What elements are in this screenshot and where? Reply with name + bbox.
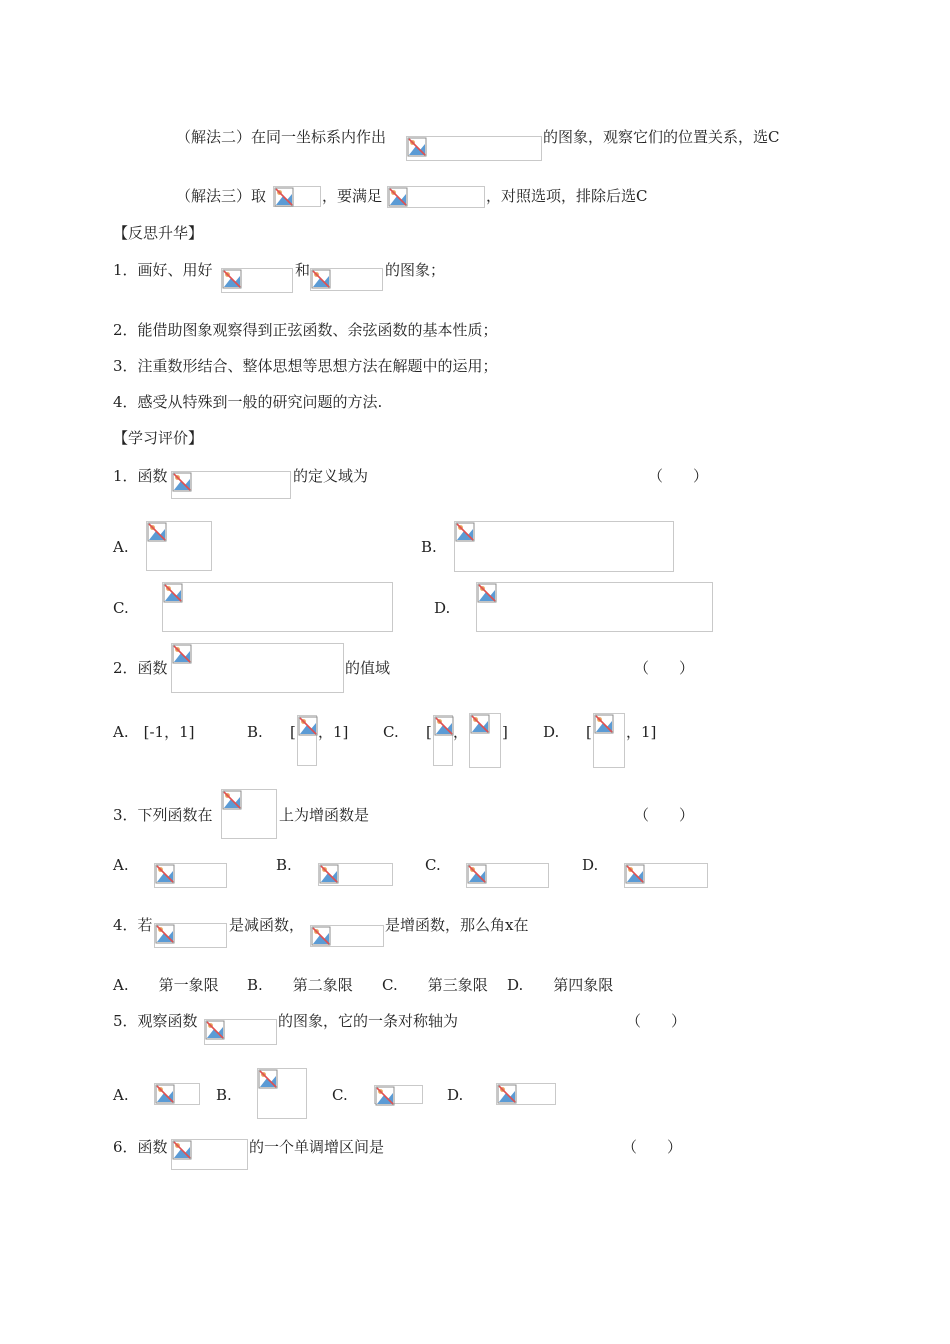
- formula-image: [387, 186, 485, 208]
- q2-option-b-rest: ，1]: [318, 723, 349, 741]
- broken-image-icon: [407, 137, 427, 157]
- formula-image: [496, 1083, 556, 1105]
- q1-option-c-label: C.: [113, 599, 129, 617]
- method3-text-pre: （解法三）取: [176, 187, 267, 205]
- broken-image-icon: [222, 269, 242, 289]
- q4-option-c: C. 第三象限: [382, 976, 488, 994]
- broken-image-icon: [172, 1140, 192, 1160]
- q5-option-a-label: A.: [113, 1086, 129, 1104]
- q2-option-b-bracket: [: [290, 723, 296, 741]
- formula-image: [310, 268, 383, 291]
- q2-option-d-rest: ，1]: [626, 723, 657, 741]
- formula-image: [374, 1085, 423, 1104]
- formula-image: [221, 268, 293, 293]
- broken-image-icon: [625, 864, 645, 884]
- q5-answer-paren: （ ）: [626, 1012, 687, 1030]
- q2-option-d-open: [: [586, 723, 592, 741]
- broken-image-icon: [375, 1086, 395, 1106]
- q2-option-c-open: [: [426, 723, 432, 741]
- formula-image: [433, 715, 453, 766]
- formula-image: [221, 789, 277, 839]
- broken-image-icon: [455, 522, 475, 542]
- reflection-item1-post: 的图象；: [385, 261, 446, 279]
- formula-image: [162, 582, 393, 632]
- q2-answer-paren: （ ）: [634, 659, 695, 677]
- broken-image-icon: [319, 864, 339, 884]
- reflection-item4: 4．感受从特殊到一般的研究问题的方法.: [113, 393, 383, 411]
- q5-option-d-label: D.: [447, 1086, 464, 1104]
- broken-image-icon: [155, 924, 175, 944]
- q1-text-post: 的定义域为: [293, 467, 369, 485]
- formula-image: [593, 713, 625, 768]
- q2-option-c-label: C.: [383, 723, 399, 741]
- broken-image-icon: [172, 644, 192, 664]
- broken-image-icon: [222, 790, 242, 810]
- broken-image-icon: [594, 714, 614, 734]
- method3-text-post: ，对照选项，排除后选C: [486, 187, 648, 205]
- q4-text-post: 是增函数，那么角x在: [385, 916, 529, 934]
- broken-image-icon: [298, 716, 318, 736]
- broken-image-icon: [477, 583, 497, 603]
- broken-image-icon: [155, 864, 175, 884]
- broken-image-icon: [388, 187, 408, 207]
- formula-image: [257, 1068, 307, 1119]
- broken-image-icon: [497, 1084, 517, 1104]
- formula-image: [154, 923, 227, 948]
- formula-image: [318, 863, 393, 886]
- formula-image: [146, 521, 212, 571]
- reflection-item2: 2．能借助图象观察得到正弦函数、余弦函数的基本性质；: [113, 321, 498, 339]
- broken-image-icon: [258, 1069, 278, 1089]
- q3-text-pre: 3．下列函数在: [113, 806, 213, 824]
- q3-answer-paren: （ ）: [634, 806, 695, 824]
- q1-option-d-label: D.: [434, 599, 451, 617]
- formula-image: [273, 186, 321, 207]
- evaluation-heading: 【学习评价】: [113, 429, 204, 447]
- formula-image: [154, 863, 227, 888]
- q4-option-d: D. 第四象限: [507, 976, 614, 994]
- reflection-item1-mid: 和: [295, 261, 311, 279]
- q2-text-post: 的值域: [345, 659, 391, 677]
- formula-image: [454, 521, 674, 572]
- method3-text-mid: ，要满足: [322, 187, 383, 205]
- broken-image-icon: [205, 1020, 225, 1040]
- q2-text-pre: 2．函数: [113, 659, 168, 677]
- formula-image: [171, 643, 344, 693]
- q3-option-c-label: C.: [425, 856, 441, 874]
- formula-image: [171, 471, 291, 499]
- q6-text-post: 的一个单调增区间是: [249, 1138, 385, 1156]
- reflection-item1-pre: 1．画好、用好: [113, 261, 213, 279]
- formula-image: [310, 925, 384, 947]
- formula-image: [624, 863, 708, 888]
- formula-image: [406, 136, 542, 161]
- method2-text-pre: （解法二）在同一坐标系内作出: [176, 128, 387, 146]
- broken-image-icon: [274, 187, 294, 207]
- formula-image: [476, 582, 713, 632]
- broken-image-icon: [147, 522, 167, 542]
- q1-text-pre: 1．函数: [113, 467, 168, 485]
- broken-image-icon: [172, 472, 192, 492]
- q1-answer-paren: （ ）: [648, 467, 709, 485]
- broken-image-icon: [163, 583, 183, 603]
- q1-option-a-label: A.: [113, 538, 129, 556]
- q2-option-a: A. [-1，1]: [113, 723, 195, 741]
- q5-text-post: 的图象，它的一条对称轴为: [278, 1012, 459, 1030]
- broken-image-icon: [311, 269, 331, 289]
- broken-image-icon: [467, 864, 487, 884]
- formula-image: [171, 1139, 248, 1170]
- q6-answer-paren: （ ）: [622, 1138, 683, 1156]
- formula-image: [466, 863, 549, 888]
- q3-option-d-label: D.: [582, 856, 599, 874]
- q6-text-pre: 6．函数: [113, 1138, 168, 1156]
- formula-image: [154, 1083, 200, 1105]
- broken-image-icon: [311, 926, 331, 946]
- q2-option-c-close: ]: [502, 723, 508, 741]
- q5-option-c-label: C.: [332, 1086, 348, 1104]
- reflection-item3: 3．注重数形结合、整体思想等思想方法在解题中的运用；: [113, 357, 498, 375]
- formula-image: [469, 713, 501, 768]
- q4-option-b: B. 第二象限: [247, 976, 353, 994]
- broken-image-icon: [434, 716, 454, 736]
- q3-option-b-label: B.: [276, 856, 292, 874]
- q2-option-c-comma: ，: [453, 723, 469, 741]
- q3-text-post: 上为增函数是: [279, 806, 370, 824]
- q5-option-b-label: B.: [216, 1086, 232, 1104]
- q5-text-pre: 5．观察函数: [113, 1012, 198, 1030]
- formula-image: [204, 1019, 277, 1045]
- formula-image: [297, 715, 317, 766]
- q4-option-a: A. 第一象限: [113, 976, 219, 994]
- q4-text-pre: 4．若: [113, 916, 153, 934]
- broken-image-icon: [470, 714, 490, 734]
- q4-text-mid: 是减函数，: [229, 916, 305, 934]
- method2-text-post: 的图象，观察它们的位置关系，选C: [543, 128, 780, 146]
- broken-image-icon: [155, 1084, 175, 1104]
- q3-option-a-label: A.: [113, 856, 129, 874]
- q2-option-d-label: D.: [543, 723, 560, 741]
- reflection-heading: 【反思升华】: [113, 224, 204, 242]
- q1-option-b-label: B.: [421, 538, 437, 556]
- q2-option-b-label: B.: [247, 723, 263, 741]
